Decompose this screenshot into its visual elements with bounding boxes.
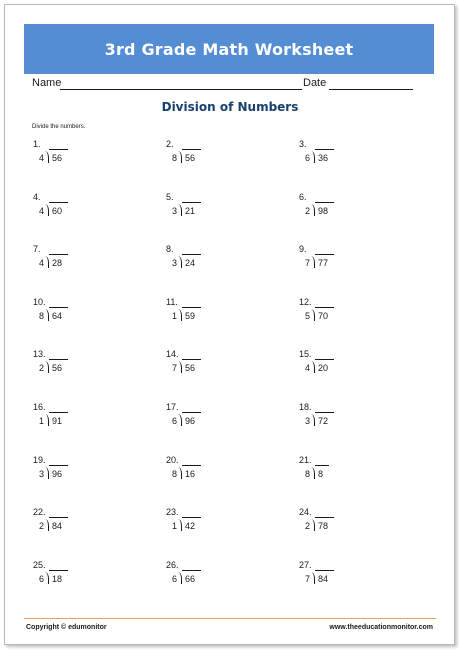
- name-blank-line: [60, 89, 302, 90]
- problem-number: 7.: [33, 244, 41, 255]
- problem-number: 6.: [299, 191, 307, 202]
- dividend: 84: [49, 517, 68, 532]
- dividend: 72: [315, 412, 334, 427]
- divisor: 3: [172, 205, 178, 216]
- divisor: 6: [172, 416, 178, 426]
- long-division-expression: [172, 412, 201, 426]
- division-problem: [166, 244, 236, 278]
- worksheet-title: 3rd Grade Math Worksheet: [104, 39, 354, 59]
- worksheet-title-banner: [24, 24, 434, 74]
- dividend: 56: [49, 149, 68, 164]
- dividend: 56: [49, 359, 68, 374]
- long-division-expression: [39, 149, 68, 163]
- student-info-row: [32, 77, 412, 93]
- dividend: 24: [182, 254, 201, 269]
- divisor: 1: [39, 416, 45, 426]
- dividend: 56: [182, 149, 201, 164]
- division-problem: [33, 507, 103, 541]
- problem-number: 24.: [299, 507, 312, 518]
- division-problem: [166, 349, 236, 383]
- problem-number: 10.: [33, 296, 46, 307]
- long-division-expression: [172, 307, 201, 321]
- footer-divider: [24, 618, 436, 619]
- long-division-expression: [39, 517, 68, 531]
- divisor: 7: [305, 258, 311, 269]
- problem-number: 12.: [299, 296, 312, 307]
- dividend: 70: [315, 307, 334, 322]
- long-division-expression: [39, 359, 68, 373]
- long-division-expression: [39, 254, 68, 268]
- problem-number: 19.: [33, 454, 46, 465]
- problem-number: 14.: [166, 349, 179, 360]
- section-title: Division of Numbers: [161, 100, 299, 114]
- problem-number: 8.: [166, 244, 174, 255]
- long-division-expression: [172, 202, 201, 216]
- divisor: 6: [39, 573, 45, 584]
- dividend: 66: [182, 570, 201, 585]
- problem-number: 11.: [166, 296, 178, 307]
- problem-number: 25.: [33, 559, 46, 570]
- divisor: 7: [172, 363, 178, 374]
- division-problem: [166, 560, 236, 594]
- division-problem: [33, 560, 103, 594]
- divisor: 4: [39, 153, 45, 163]
- divisor: 4: [305, 363, 311, 374]
- problem-number: 27.: [299, 559, 312, 570]
- problem-number: 18.: [299, 402, 312, 412]
- divisor: 2: [39, 363, 45, 374]
- long-division-expression: [39, 202, 68, 216]
- footer-copyright: Copyright © edumonitor: [26, 624, 107, 631]
- problem-number: 22.: [33, 507, 46, 518]
- divisor: 2: [305, 205, 311, 216]
- divisor: 3: [172, 258, 178, 269]
- divisor: 6: [172, 573, 178, 584]
- problem-number: 21.: [299, 454, 312, 465]
- divisor: 8: [305, 468, 311, 479]
- long-division-expression: [172, 517, 201, 531]
- divisor: 8: [39, 310, 45, 321]
- division-problem: [299, 402, 369, 436]
- long-division-expression: [305, 202, 334, 216]
- divisor: 4: [39, 258, 45, 269]
- divisor: 7: [305, 573, 311, 584]
- long-division-expression: [172, 149, 201, 163]
- dividend: 78: [315, 517, 334, 532]
- dividend: 59: [182, 307, 201, 322]
- dividend: 98: [315, 202, 334, 217]
- long-division-expression: [305, 359, 334, 373]
- long-division-expression: [39, 465, 68, 479]
- division-problem: [299, 244, 369, 278]
- date-blank-line: [329, 89, 413, 90]
- problem-number: 2.: [166, 139, 174, 149]
- dividend: 60: [49, 202, 68, 217]
- division-problem: [299, 297, 369, 331]
- division-problem: [166, 192, 236, 226]
- problem-number: 3.: [299, 139, 307, 149]
- problem-number: 20.: [166, 454, 179, 465]
- dividend: 16: [182, 465, 201, 480]
- long-division-expression: [39, 570, 68, 584]
- division-problem: [166, 297, 236, 331]
- problem-number: 13.: [33, 349, 46, 360]
- long-division-expression: [172, 465, 201, 479]
- divisor: 2: [305, 521, 311, 532]
- name-label: Name: [32, 77, 62, 89]
- problem-number: 17.: [166, 402, 179, 412]
- problem-number: 15.: [299, 349, 312, 360]
- long-division-expression: [39, 412, 68, 426]
- divisor: 1: [172, 310, 178, 321]
- long-division-expression: [305, 149, 334, 163]
- divisor: 1: [172, 521, 178, 532]
- long-division-expression: [305, 570, 334, 584]
- division-problem: [166, 455, 236, 489]
- problem-number: 5.: [166, 191, 174, 202]
- division-problem: [33, 455, 103, 489]
- division-problem: [33, 402, 103, 436]
- division-problem: [299, 192, 369, 226]
- long-division-expression: [172, 359, 201, 373]
- division-problem: [166, 402, 236, 436]
- dividend: 96: [49, 465, 68, 480]
- divisor: 8: [172, 153, 178, 163]
- division-problem: [33, 349, 103, 383]
- division-problem: [33, 192, 103, 226]
- long-division-expression: [305, 412, 334, 426]
- dividend: 84: [315, 570, 334, 585]
- problem-number: 1.: [33, 139, 41, 149]
- long-division-expression: [305, 254, 334, 268]
- footer-website: www.theeducationmonitor.com: [329, 624, 433, 631]
- problem-number: 16.: [33, 402, 46, 412]
- divisor: 6: [305, 153, 311, 163]
- long-division-expression: [172, 254, 201, 268]
- dividend: 91: [49, 412, 68, 427]
- division-problem: [299, 507, 369, 541]
- problem-number: 4.: [33, 191, 41, 202]
- instructions-text: Divide the numbers.: [32, 124, 86, 130]
- problem-number: 26.: [166, 559, 179, 570]
- divisor: 3: [305, 416, 311, 426]
- long-division-expression: [39, 307, 68, 321]
- long-division-expression: [305, 517, 334, 531]
- division-problem: [166, 139, 236, 173]
- long-division-expression: [305, 307, 334, 321]
- divisor: 4: [39, 205, 45, 216]
- division-problem: [33, 244, 103, 278]
- dividend: 28: [49, 254, 68, 269]
- divisor: 2: [39, 521, 45, 532]
- division-problem: [299, 139, 369, 173]
- long-division-expression: [305, 465, 329, 479]
- division-problem: [299, 455, 369, 489]
- dividend: 42: [182, 517, 201, 532]
- dividend: 8: [315, 465, 329, 480]
- long-division-expression: [172, 570, 201, 584]
- dividend: 56: [182, 359, 201, 374]
- dividend: 64: [49, 307, 68, 322]
- division-problem: [299, 349, 369, 383]
- division-problem: [299, 560, 369, 594]
- date-label: Date: [303, 77, 327, 89]
- problem-number: 9.: [299, 244, 307, 255]
- divisor: 8: [172, 468, 178, 479]
- division-problem: [166, 507, 236, 541]
- division-problem: [33, 139, 103, 173]
- problem-number: 23.: [166, 507, 179, 518]
- dividend: 96: [182, 412, 201, 427]
- divisor: 5: [305, 310, 311, 321]
- dividend: 36: [315, 149, 334, 164]
- dividend: 18: [49, 570, 68, 585]
- division-problem: [33, 297, 103, 331]
- dividend: 21: [182, 202, 201, 217]
- divisor: 3: [39, 468, 45, 479]
- dividend: 77: [315, 254, 334, 269]
- dividend: 20: [315, 359, 334, 374]
